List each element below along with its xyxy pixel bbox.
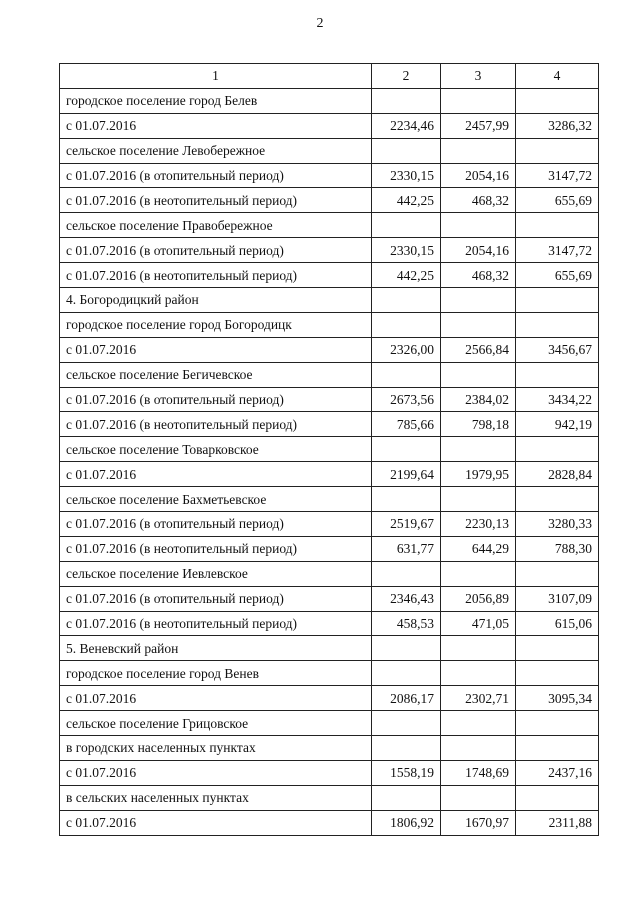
cell-value-col3: 798,18 (441, 412, 516, 437)
cell-value-col3 (441, 785, 516, 810)
column-header-4: 4 (516, 64, 599, 89)
row-label: с 01.07.2016 (в неотопительный период) (60, 412, 372, 437)
cell-value-col4: 942,19 (516, 412, 599, 437)
cell-value-col2 (372, 561, 441, 586)
row-label: в сельских населенных пунктах (60, 785, 372, 810)
cell-value-col2 (372, 213, 441, 238)
table-row (60, 412, 599, 437)
cell-value-col4: 2437,16 (516, 760, 599, 785)
cell-value-col4 (516, 288, 599, 313)
cell-value-col3 (441, 312, 516, 337)
cell-value-col3: 2384,02 (441, 387, 516, 412)
cell-value-col2: 442,25 (372, 263, 441, 288)
cell-value-col2 (372, 711, 441, 736)
table-row (60, 561, 599, 586)
table-row (60, 611, 599, 636)
cell-value-col4: 2828,84 (516, 462, 599, 487)
cell-value-col3: 2230,13 (441, 512, 516, 537)
table-row (60, 586, 599, 611)
cell-value-col4 (516, 213, 599, 238)
cell-value-col2: 2234,46 (372, 113, 441, 138)
cell-value-col2 (372, 736, 441, 761)
cell-value-col2: 2519,67 (372, 512, 441, 537)
cell-value-col2: 2086,17 (372, 686, 441, 711)
row-label: с 01.07.2016 (60, 686, 372, 711)
cell-value-col4: 788,30 (516, 536, 599, 561)
cell-value-col3 (441, 636, 516, 661)
table-row (60, 387, 599, 412)
cell-value-col4 (516, 437, 599, 462)
cell-value-col4 (516, 138, 599, 163)
cell-value-col3: 1748,69 (441, 760, 516, 785)
cell-value-col4 (516, 88, 599, 113)
table-row (60, 711, 599, 736)
cell-value-col3: 2054,16 (441, 238, 516, 263)
cell-value-col3: 2054,16 (441, 163, 516, 188)
table-row (60, 437, 599, 462)
cell-value-col2 (372, 88, 441, 113)
cell-value-col3 (441, 88, 516, 113)
cell-value-col2: 2330,15 (372, 163, 441, 188)
cell-value-col2: 458,53 (372, 611, 441, 636)
cell-value-col3: 2457,99 (441, 113, 516, 138)
row-label: сельское поселение Бегичевское (60, 362, 372, 387)
row-label: с 01.07.2016 (60, 113, 372, 138)
cell-value-col3 (441, 561, 516, 586)
cell-value-col3: 644,29 (441, 536, 516, 561)
cell-value-col2: 631,77 (372, 536, 441, 561)
table-row (60, 213, 599, 238)
cell-value-col4: 3456,67 (516, 337, 599, 362)
cell-value-col2: 1558,19 (372, 760, 441, 785)
table-row (60, 113, 599, 138)
cell-value-col4: 615,06 (516, 611, 599, 636)
cell-value-col4 (516, 736, 599, 761)
row-label: с 01.07.2016 (в отопительный период) (60, 163, 372, 188)
cell-value-col3 (441, 362, 516, 387)
cell-value-col2: 2326,00 (372, 337, 441, 362)
cell-value-col3 (441, 487, 516, 512)
cell-value-col4: 3147,72 (516, 238, 599, 263)
cell-value-col2 (372, 312, 441, 337)
cell-value-col4: 655,69 (516, 188, 599, 213)
table-row (60, 785, 599, 810)
table-row (60, 362, 599, 387)
cell-value-col4 (516, 487, 599, 512)
cell-value-col4 (516, 312, 599, 337)
row-label: с 01.07.2016 (в неотопительный период) (60, 188, 372, 213)
table-row (60, 238, 599, 263)
cell-value-col3 (441, 661, 516, 686)
cell-value-col2 (372, 636, 441, 661)
cell-value-col3: 1979,95 (441, 462, 516, 487)
row-label: сельское поселение Товарковское (60, 437, 372, 462)
table-row (60, 288, 599, 313)
row-label: 5. Веневский район (60, 636, 372, 661)
cell-value-col4 (516, 711, 599, 736)
table-row (60, 760, 599, 785)
cell-value-col3 (441, 711, 516, 736)
table-row (60, 88, 599, 113)
table-row (60, 462, 599, 487)
column-header-1: 1 (60, 64, 372, 89)
table-row (60, 188, 599, 213)
column-header-3: 3 (441, 64, 516, 89)
row-label: сельское поселение Бахметьевское (60, 487, 372, 512)
cell-value-col4: 3280,33 (516, 512, 599, 537)
row-label: городское поселение город Белев (60, 88, 372, 113)
cell-value-col3: 468,32 (441, 263, 516, 288)
row-label: 4. Богородицкий район (60, 288, 372, 313)
cell-value-col3: 2056,89 (441, 586, 516, 611)
cell-value-col2: 785,66 (372, 412, 441, 437)
row-label: с 01.07.2016 (в отопительный период) (60, 387, 372, 412)
row-label: с 01.07.2016 (в неотопительный период) (60, 536, 372, 561)
cell-value-col4: 3434,22 (516, 387, 599, 412)
cell-value-col4: 3095,34 (516, 686, 599, 711)
table-row (60, 661, 599, 686)
table-row (60, 810, 599, 835)
cell-value-col3: 468,32 (441, 188, 516, 213)
table-row (60, 163, 599, 188)
table-row (60, 512, 599, 537)
row-label: сельское поселение Грицовское (60, 711, 372, 736)
cell-value-col4: 3286,32 (516, 113, 599, 138)
row-label: с 01.07.2016 (в отопительный период) (60, 512, 372, 537)
row-label: с 01.07.2016 (60, 760, 372, 785)
cell-value-col4 (516, 785, 599, 810)
table-row (60, 138, 599, 163)
cell-value-col3: 1670,97 (441, 810, 516, 835)
table-row (60, 636, 599, 661)
cell-value-col4 (516, 661, 599, 686)
cell-value-col3 (441, 437, 516, 462)
cell-value-col2 (372, 362, 441, 387)
cell-value-col2: 1806,92 (372, 810, 441, 835)
page-number: 2 (316, 16, 324, 31)
table-header-row (60, 64, 599, 89)
table-body (60, 88, 599, 835)
cell-value-col4: 3107,09 (516, 586, 599, 611)
tariff-table (59, 63, 599, 836)
table-row (60, 736, 599, 761)
table-row (60, 263, 599, 288)
cell-value-col3 (441, 138, 516, 163)
table-row (60, 536, 599, 561)
cell-value-col2 (372, 785, 441, 810)
row-label: с 01.07.2016 (в неотопительный период) (60, 611, 372, 636)
cell-value-col3: 2302,71 (441, 686, 516, 711)
cell-value-col2 (372, 288, 441, 313)
cell-value-col2 (372, 437, 441, 462)
cell-value-col3 (441, 736, 516, 761)
row-label: сельское поселение Иевлевское (60, 561, 372, 586)
table-row (60, 337, 599, 362)
row-label: сельское поселение Правобережное (60, 213, 372, 238)
cell-value-col3 (441, 213, 516, 238)
cell-value-col3: 2566,84 (441, 337, 516, 362)
row-label: с 01.07.2016 (в неотопительный период) (60, 263, 372, 288)
row-label: с 01.07.2016 (60, 462, 372, 487)
row-label: с 01.07.2016 (в отопительный период) (60, 238, 372, 263)
column-header-2: 2 (372, 64, 441, 89)
cell-value-col2: 2673,56 (372, 387, 441, 412)
cell-value-col4: 3147,72 (516, 163, 599, 188)
cell-value-col4: 655,69 (516, 263, 599, 288)
cell-value-col4 (516, 362, 599, 387)
cell-value-col4: 2311,88 (516, 810, 599, 835)
cell-value-col3 (441, 288, 516, 313)
row-label: в городских населенных пунктах (60, 736, 372, 761)
table-row (60, 487, 599, 512)
row-label: с 01.07.2016 (60, 810, 372, 835)
cell-value-col3: 471,05 (441, 611, 516, 636)
cell-value-col2: 2330,15 (372, 238, 441, 263)
cell-value-col2 (372, 487, 441, 512)
row-label: с 01.07.2016 (в отопительный период) (60, 586, 372, 611)
row-label: с 01.07.2016 (60, 337, 372, 362)
cell-value-col2: 2199,64 (372, 462, 441, 487)
cell-value-col4 (516, 561, 599, 586)
row-label: городское поселение город Богородицк (60, 312, 372, 337)
table-row (60, 686, 599, 711)
cell-value-col2: 2346,43 (372, 586, 441, 611)
cell-value-col4 (516, 636, 599, 661)
cell-value-col2 (372, 661, 441, 686)
cell-value-col2: 442,25 (372, 188, 441, 213)
table-row (60, 312, 599, 337)
row-label: городское поселение город Венев (60, 661, 372, 686)
row-label: сельское поселение Левобережное (60, 138, 372, 163)
cell-value-col2 (372, 138, 441, 163)
